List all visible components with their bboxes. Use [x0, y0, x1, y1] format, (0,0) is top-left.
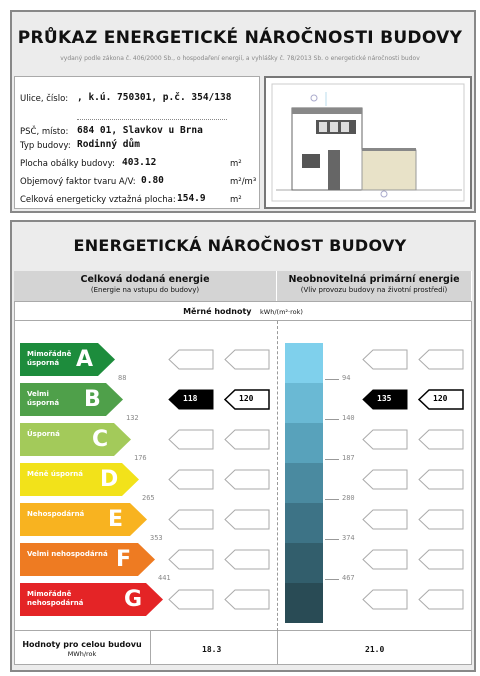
empty-reference-marker	[418, 469, 464, 490]
area-value: 403.12	[122, 157, 157, 168]
empty-reference-marker	[224, 589, 270, 610]
ref-area-unit: m²	[230, 195, 242, 205]
ref-area-value: 154.9	[177, 193, 206, 204]
class-label: Méně úsporná	[27, 470, 84, 478]
primary-energy-bar-segment	[285, 583, 323, 623]
limit-tick	[325, 379, 339, 380]
marker-value: 118	[183, 394, 198, 403]
factor-unit: m²/m³	[230, 177, 257, 187]
class-e-arrow	[20, 503, 148, 536]
left-class-limit: 265	[142, 494, 155, 502]
empty-building-marker	[168, 429, 214, 450]
total-values-label-cell	[14, 631, 151, 665]
empty-reference-marker	[224, 349, 270, 370]
left-class-limit: 132	[126, 414, 139, 422]
empty-building-marker	[362, 469, 408, 490]
column-divider	[277, 321, 278, 631]
class-label: Úsporná	[27, 430, 60, 438]
primary-energy-bar-segment	[285, 543, 323, 583]
left-total-value: 18.3	[202, 645, 222, 654]
psc-value: 684 01, Slavkov u Brna	[77, 125, 203, 136]
class-letter: G	[124, 587, 143, 612]
total-values-unit: MWh/rok	[67, 650, 97, 658]
specific-values-unit: kWh/(m²·rok)	[260, 308, 303, 316]
empty-reference-marker	[418, 589, 464, 610]
right-class-limit: 374	[342, 534, 355, 542]
right-column-header	[277, 271, 472, 301]
specific-values-label: Měrné hodnoty	[183, 307, 252, 316]
right-class-limit: 467	[342, 574, 355, 582]
street-label: Ulice, číslo:	[20, 94, 69, 104]
type-value: Rodinný dům	[77, 139, 140, 150]
empty-reference-marker	[224, 549, 270, 570]
empty-building-marker	[362, 349, 408, 370]
class-letter: C	[92, 427, 109, 452]
empty-reference-marker	[418, 549, 464, 570]
psc-label: PSČ, místo:	[20, 127, 69, 137]
right-total-value: 21.0	[365, 645, 385, 654]
class-letter: D	[100, 467, 119, 492]
class-letter: A	[76, 347, 94, 372]
class-f-arrow	[20, 543, 156, 576]
left-class-limit: 88	[118, 374, 127, 382]
class-label: Nehospodárná	[27, 510, 85, 518]
class-a-arrow	[20, 343, 116, 376]
class-g-arrow	[20, 583, 164, 616]
empty-building-marker	[362, 509, 408, 530]
left-class-limit: 176	[134, 454, 147, 462]
class-letter: E	[108, 507, 124, 532]
left-class-limit: 353	[150, 534, 163, 542]
section-title: ENERGETICKÁ NÁROČNOST BUDOVY	[73, 236, 407, 255]
total-values-label: Hodnoty pro celou budovu	[22, 640, 142, 649]
class-label: Mimořádně nehospodárná	[27, 590, 84, 607]
building-value-marker	[362, 389, 408, 410]
empty-building-marker	[362, 549, 408, 570]
left-column-subtitle: (Energie na vstupu do budovy)	[90, 286, 200, 294]
class-label: Mimořádně úsporná	[27, 350, 72, 367]
class-c-arrow	[20, 423, 132, 456]
reference-value-marker	[418, 389, 464, 410]
house-elevation-drawing	[266, 78, 470, 207]
empty-building-marker	[362, 429, 408, 450]
primary-energy-bar-segment	[285, 343, 323, 383]
right-class-limit: 140	[342, 414, 355, 422]
marker-value: 135	[377, 394, 392, 403]
right-column-subtitle: (Vliv provozu budovy na životní prostředí)	[300, 286, 448, 294]
area-label: Plocha obálky budovy:	[20, 159, 115, 169]
class-b-arrow	[20, 383, 124, 416]
limit-tick	[325, 459, 339, 460]
empty-reference-marker	[224, 509, 270, 530]
primary-energy-bar-segment	[285, 503, 323, 543]
empty-building-marker	[362, 589, 408, 610]
empty-building-marker	[168, 469, 214, 490]
primary-energy-bar-segment	[285, 383, 323, 423]
empty-building-marker	[168, 589, 214, 610]
dotted-line	[77, 119, 227, 120]
class-d-arrow	[20, 463, 140, 496]
left-column-header	[14, 271, 277, 301]
left-class-limit: 441	[158, 574, 171, 582]
factor-label: Objemový faktor tvaru A/V:	[20, 177, 136, 187]
limit-tick	[325, 419, 339, 420]
class-letter: F	[116, 547, 132, 572]
empty-reference-marker	[224, 469, 270, 490]
type-label: Typ budovy:	[20, 141, 71, 151]
building-value-marker	[168, 389, 214, 410]
class-label: Velmi nehospodárná	[27, 550, 108, 558]
ref-area-label: Celková energeticky vztažná plocha:	[20, 195, 176, 205]
specific-values-row	[14, 301, 472, 321]
building-info	[14, 76, 260, 209]
empty-building-marker	[168, 349, 214, 370]
empty-reference-marker	[418, 349, 464, 370]
reference-value-marker	[224, 389, 270, 410]
factor-value: 0.80	[141, 175, 164, 186]
right-column-title: Neobnovitelná primární energie	[288, 274, 460, 285]
limit-tick	[325, 539, 339, 540]
empty-reference-marker	[418, 509, 464, 530]
building-drawing	[264, 76, 472, 209]
marker-value: 120	[239, 394, 254, 403]
page-subtitle: vydaný podle zákona č. 406/2000 Sb., o hospodaření energií, a vyhlášky č. 78/2013 Sb. o energetické náročnosti budov	[60, 55, 420, 62]
limit-tick	[325, 579, 339, 580]
right-class-limit: 187	[342, 454, 355, 462]
empty-building-marker	[168, 549, 214, 570]
class-letter: B	[84, 387, 101, 412]
empty-building-marker	[168, 509, 214, 530]
right-class-limit: 280	[342, 494, 355, 502]
right-class-limit: 94	[342, 374, 351, 382]
left-column-title: Celková dodaná energie	[80, 274, 210, 285]
empty-reference-marker	[418, 429, 464, 450]
primary-energy-bar-segment	[285, 463, 323, 503]
page-title: PRŮKAZ ENERGETICKÉ NÁROČNOSTI BUDOVY	[17, 28, 463, 48]
limit-tick	[325, 499, 339, 500]
area-unit: m²	[230, 159, 242, 169]
primary-energy-bar-segment	[285, 423, 323, 463]
marker-value: 120	[433, 394, 448, 403]
class-label: Velmi úsporná	[27, 390, 60, 407]
empty-reference-marker	[224, 429, 270, 450]
footer-divider	[277, 631, 278, 665]
street-value: , k.ú. 750301, p.č. 354/138	[77, 92, 232, 103]
